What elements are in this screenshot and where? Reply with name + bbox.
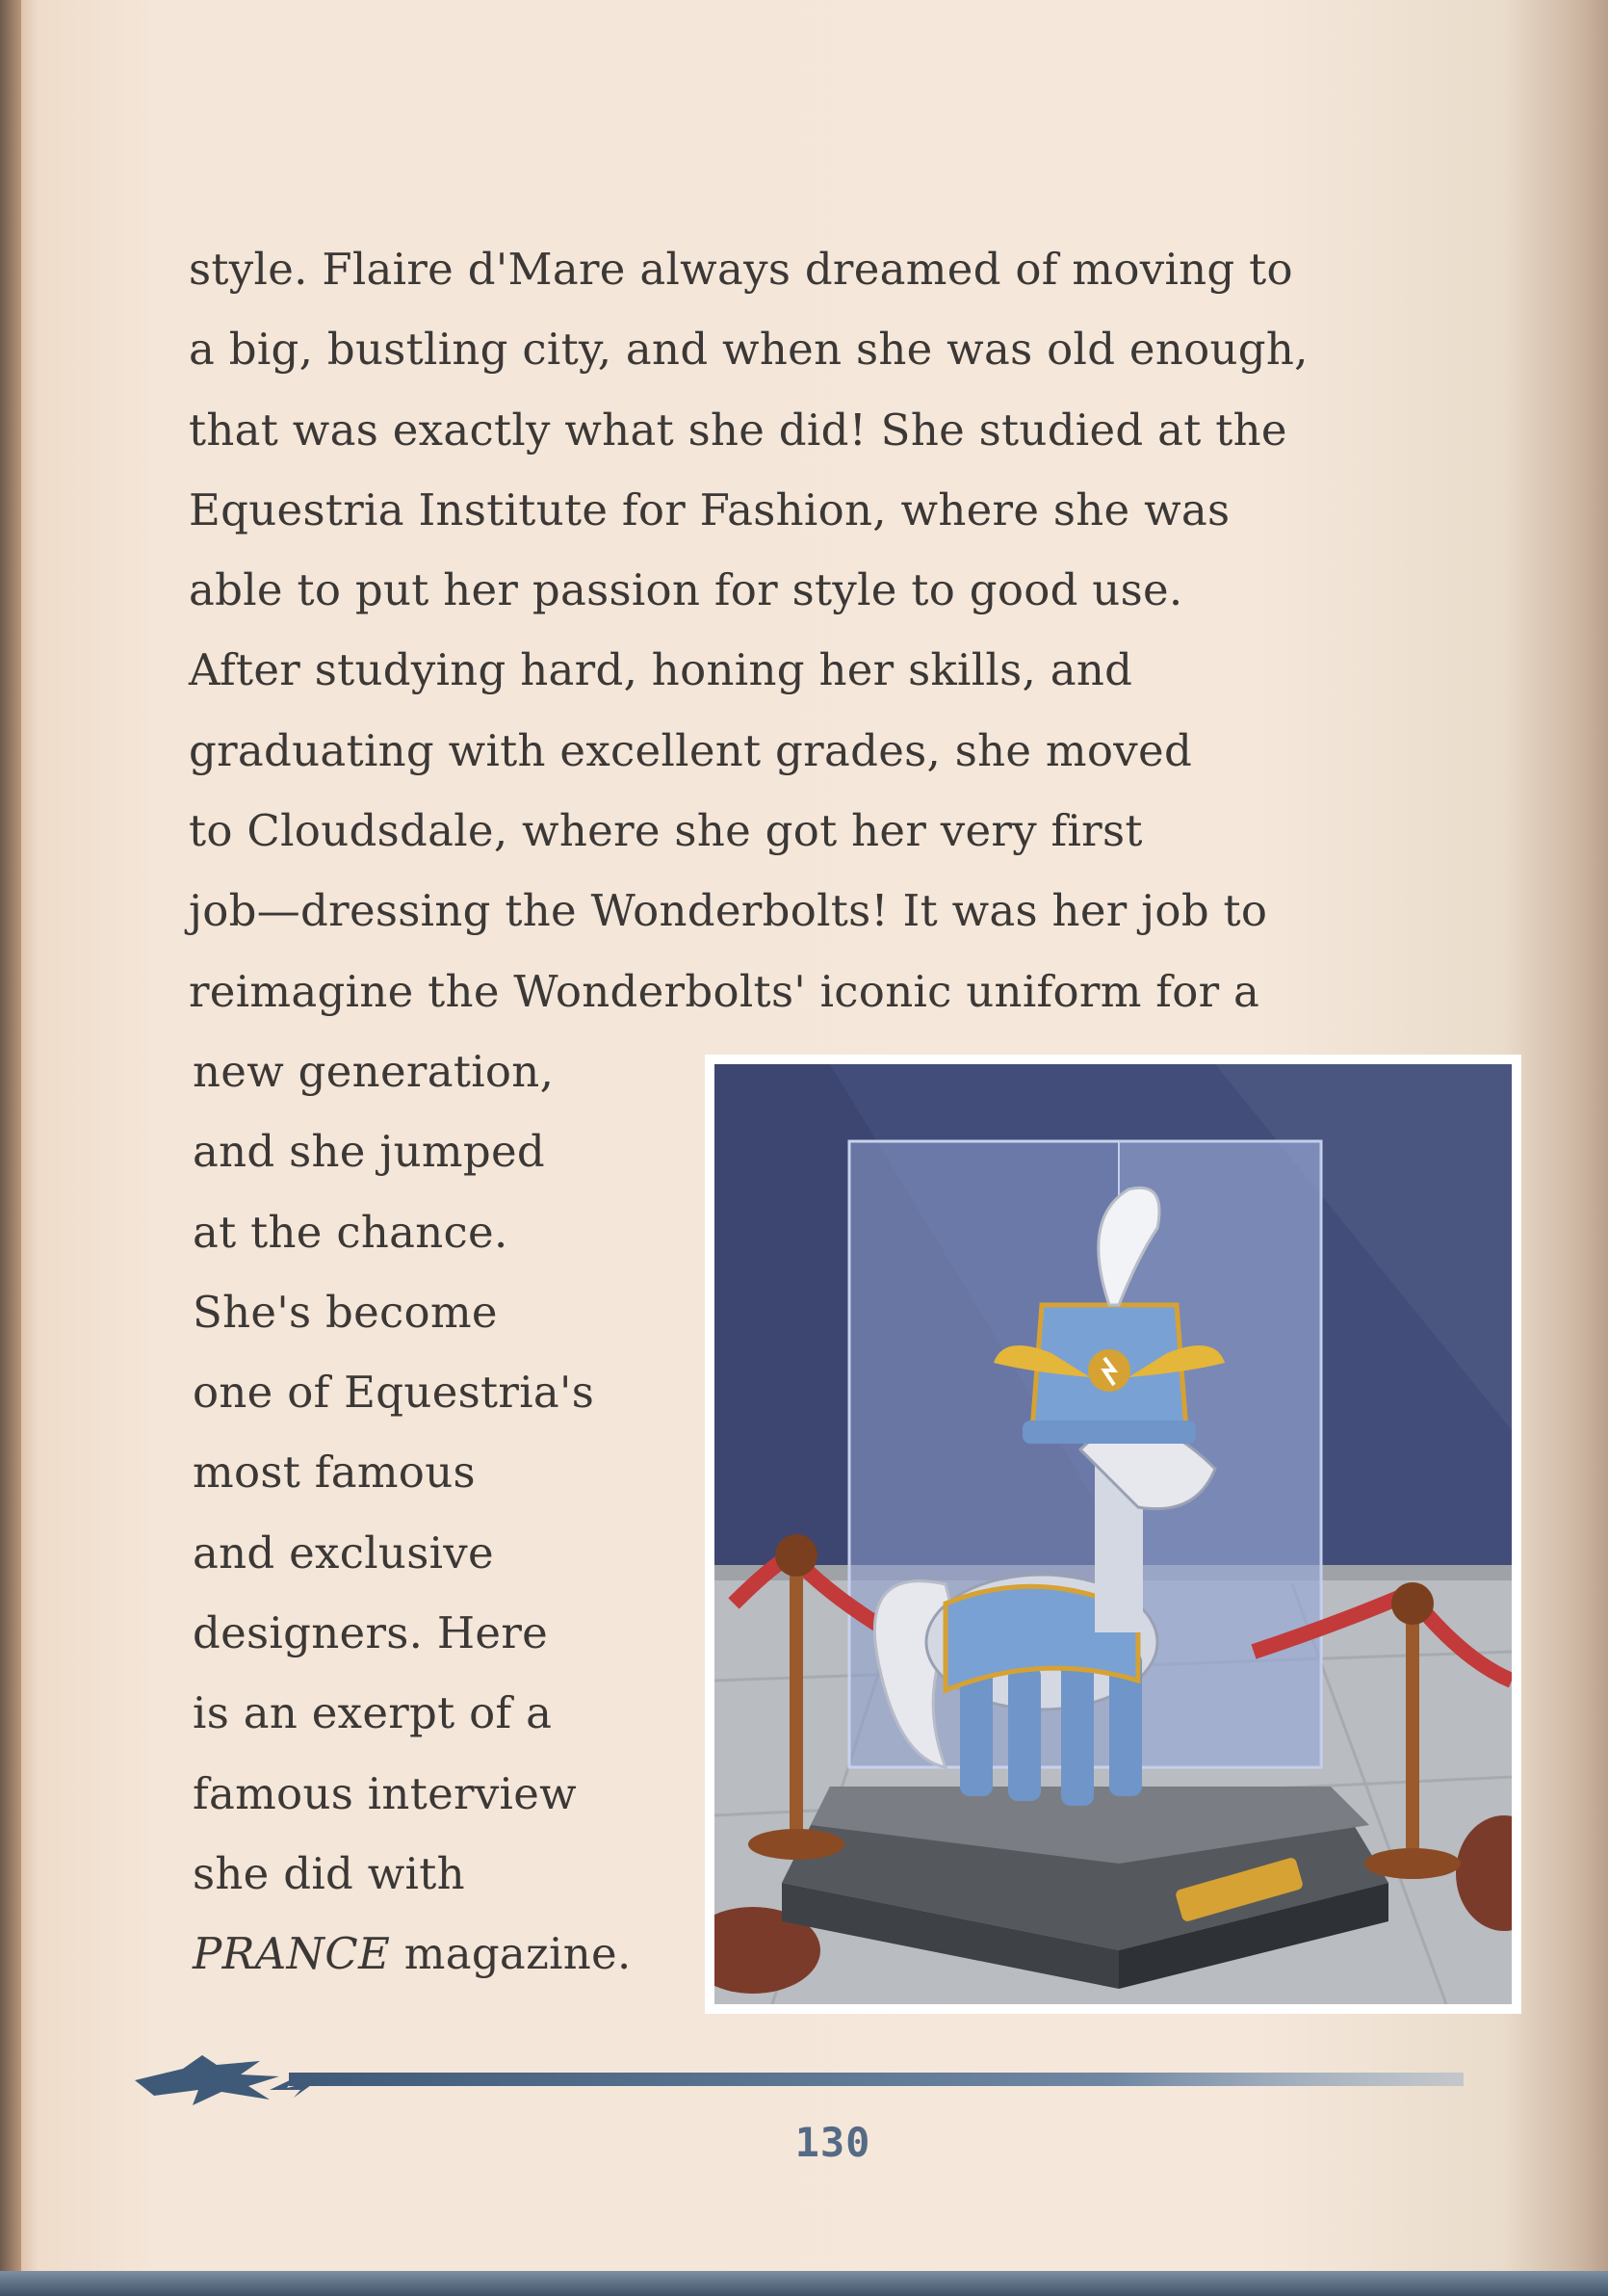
wonderbolts-lightning-emblem-icon — [135, 2055, 318, 2105]
text-line: new generation, — [193, 1046, 555, 1097]
text-line: Equestria Institute for Fashion, where she was — [189, 483, 1231, 535]
text-line: able to put her passion for style to good use. — [189, 564, 1183, 616]
text-line: to Cloudsdale, where she got her very first — [189, 805, 1143, 857]
text-line: graduating with excellent grades, she moved — [189, 724, 1193, 776]
magazine-title: PRANCE — [193, 1928, 391, 1980]
text-line: style. Flaire d'Mare always dreamed of moving to — [189, 244, 1293, 295]
text-line: most famous — [193, 1447, 476, 1499]
text-line-last — [193, 1914, 713, 1994]
page-number: 130 — [794, 2119, 871, 2166]
text-line: and she jumped — [193, 1126, 545, 1178]
page-binding-edge — [0, 0, 21, 2296]
text-line: designers. Here — [193, 1607, 549, 1659]
text-line: and exclusive — [193, 1526, 494, 1578]
magazine-suffix: magazine. — [390, 1928, 632, 1980]
text-line: is an exerpt of a — [193, 1687, 553, 1739]
illustration-art — [714, 1064, 1512, 2004]
text-line: at the chance. — [193, 1206, 508, 1258]
text-line: After studying hard, honing her skills, and — [189, 644, 1133, 696]
text-line: famous interview — [193, 1767, 577, 1819]
text-line: job—dressing the Wonderbolts! It was her job to — [189, 885, 1268, 937]
text-line: reimagine the Wonderbolts' iconic uniform for a — [189, 965, 1260, 1017]
text-line: one of Equestria's — [193, 1367, 595, 1419]
uniform-display-case-illustration — [705, 1055, 1521, 2014]
text-line: that was exactly what she did! She studied at the — [189, 404, 1287, 456]
text-line: a big, bustling city, and when she was old enough, — [189, 324, 1309, 376]
text-line: She's become — [193, 1286, 498, 1338]
footer-rule — [125, 2051, 1464, 2109]
side-paragraph — [193, 1031, 713, 1995]
page-bottom-edge — [0, 2271, 1608, 2296]
text-line: she did with — [193, 1847, 465, 1899]
body-paragraph — [189, 229, 1469, 1031]
